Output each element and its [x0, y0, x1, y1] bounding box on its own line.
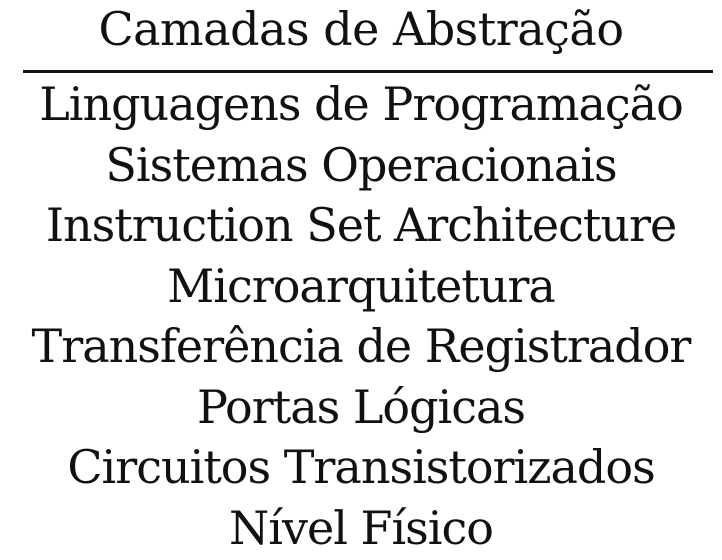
layer-item: Nível Físico [0, 500, 722, 560]
layer-item: Circuitos Transistorizados [0, 439, 722, 500]
layer-item: Instruction Set Architecture [0, 197, 722, 258]
header-rule [23, 70, 713, 73]
layer-item: Portas Lógicas [0, 379, 722, 440]
layer-item: Linguagens de Programação [0, 76, 722, 137]
layer-item: Sistemas Operacionais [0, 137, 722, 198]
abstraction-layers-list [0, 76, 722, 560]
layer-item: Microarquitetura [0, 258, 722, 319]
table-title: Camadas de Abstração [0, 2, 722, 56]
layer-item: Transferência de Registrador [0, 318, 722, 379]
